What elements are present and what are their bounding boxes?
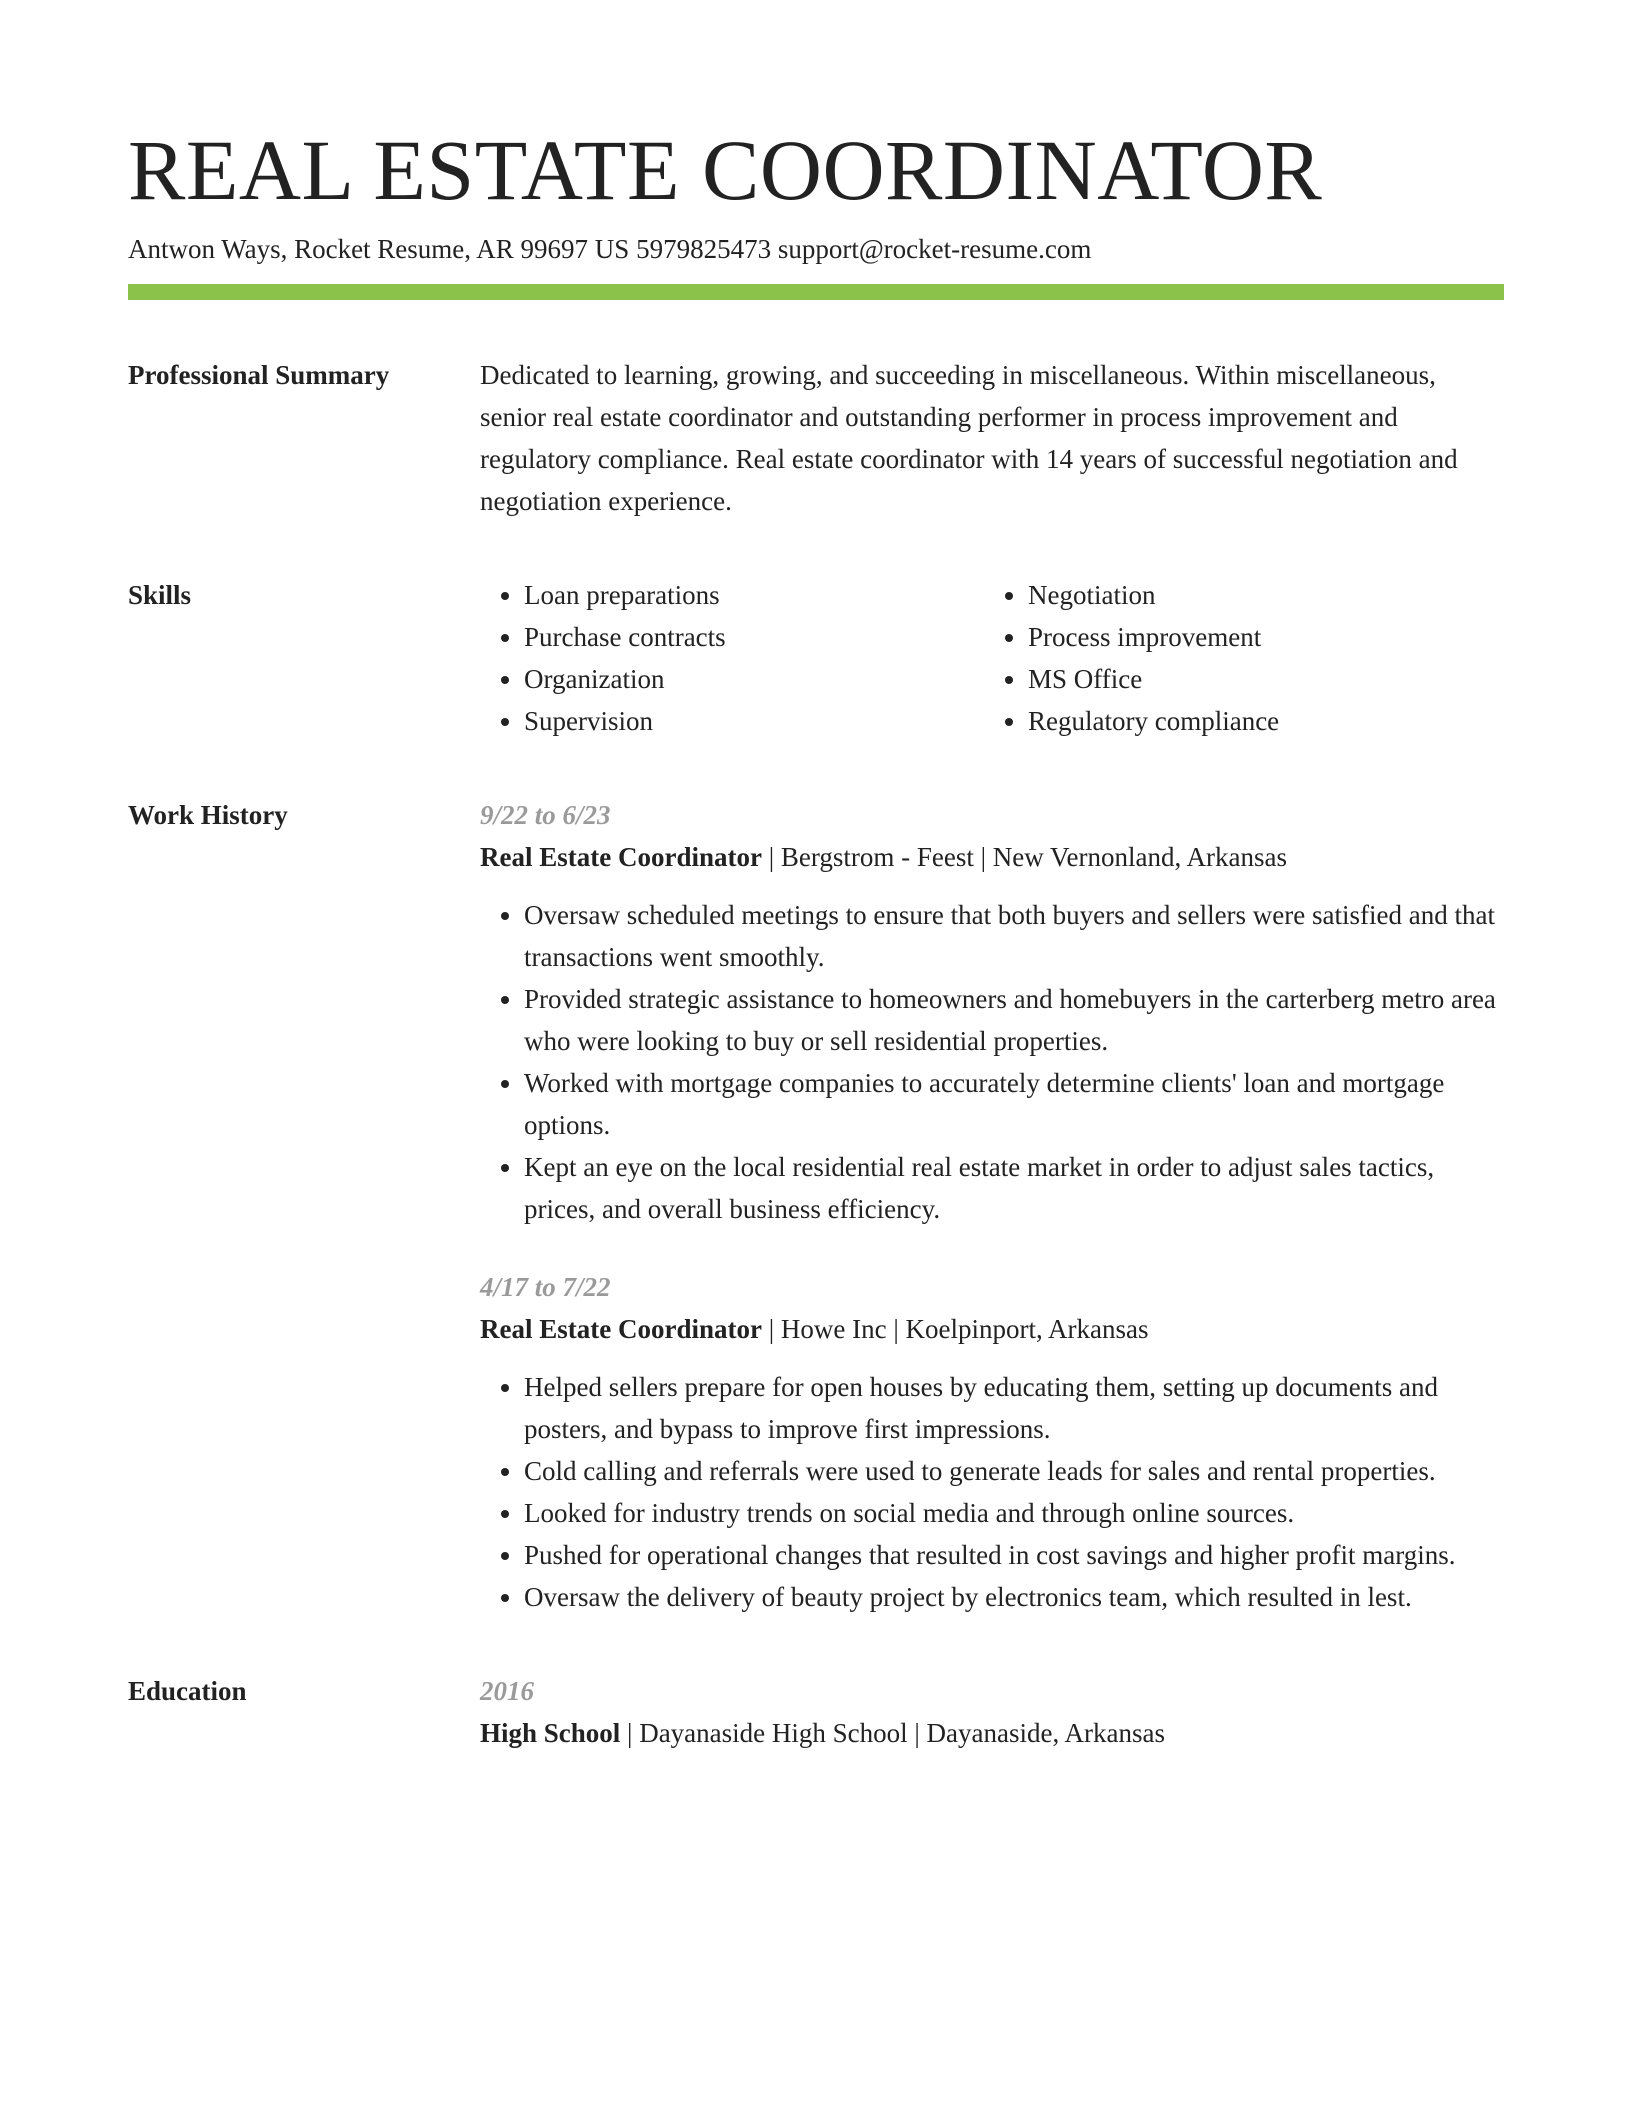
job-bullet: • Provided strategic assistance to homeowners and homebuyers in the carterberg metro area who were looking to buy or sell residential properties. [524,978,1504,1062]
skill-item: • Negotiation [1028,574,1508,616]
job-bullet: • Oversaw scheduled meetings to ensure that both buyers and sellers were satisfied and that transactions went smoothly. [524,894,1504,978]
education-date: 2016 [480,1676,534,1706]
job-entry [480,794,1504,1230]
job-entry [480,1266,1504,1618]
work-history-section [128,794,1504,1618]
skill-item: • MS Office [1028,658,1508,700]
job-details: | Bergstrom - Feest | New Vernonland, Arkansas [761,842,1287,872]
summary-section [128,354,1504,522]
skills-list-left [480,574,984,742]
job-title: Real Estate Coordinator [480,842,762,872]
skill-item: • Purchase contracts [524,616,984,658]
job-heading [480,836,1504,878]
education-label: Education [128,1676,247,1706]
job-details: | Howe Inc | Koelpinport, Arkansas [761,1314,1149,1344]
job-title: Real Estate Coordinator [480,1314,762,1344]
skill-item: • Supervision [524,700,984,742]
summary-label: Professional Summary [128,360,390,390]
education-section [128,1670,1504,1754]
job-bullet: • Oversaw the delivery of beauty project by electronics team, which resulted in lest. [524,1576,1504,1618]
work-history-label: Work History [128,800,288,830]
education-degree: High School [480,1718,621,1748]
job-bullet: • Pushed for operational changes that resulted in cost savings and higher profit margins. [524,1534,1504,1576]
skills-label: Skills [128,580,192,610]
job-bullets [480,1366,1504,1618]
education-details: | Dayanaside High School | Dayanaside, Arkansas [620,1718,1165,1748]
job-heading [480,1308,1504,1350]
skill-item: • Regulatory compliance [1028,700,1508,742]
skill-item: • Organization [524,658,984,700]
job-dates: 4/17 to 7/22 [480,1272,611,1302]
skills-list-right [984,574,1508,742]
education-heading [480,1712,1504,1754]
job-bullets [480,894,1504,1230]
job-bullet: • Cold calling and referrals were used to generate leads for sales and rental properties. [524,1450,1504,1492]
job-bullet: • Kept an eye on the local residential real estate market in order to adjust sales tactics, prices, and overall business efficiency. [524,1146,1504,1230]
skill-item: • Process improvement [1028,616,1508,658]
contact-line: Antwon Ways, Rocket Resume, AR 99697 US 5979825473 support@rocket-resume.com [128,234,1092,264]
skill-item: • Loan preparations [524,574,984,616]
resume-page [128,120,1504,1754]
job-bullet: • Helped sellers prepare for open houses by educating them, setting up documents and posters, and bypass to improve first impressions. [524,1366,1504,1450]
job-dates: 9/22 to 6/23 [480,800,611,830]
resume-title: REAL ESTATE COORDINATOR [128,122,1323,218]
skills-section [128,574,1504,742]
header-divider [128,284,1504,300]
job-bullet: • Worked with mortgage companies to accurately determine clients' loan and mortgage options. [524,1062,1504,1146]
job-bullet: • Looked for industry trends on social media and through online sources. [524,1492,1504,1534]
summary-text: Dedicated to learning, growing, and succeeding in miscellaneous. Within miscellaneous, senior real estate coordinator and outstanding performer in process improvement and regulatory compliance. Real estate coordinator with 14 years of successful negotiation and negotiation experience. [480,360,1458,516]
